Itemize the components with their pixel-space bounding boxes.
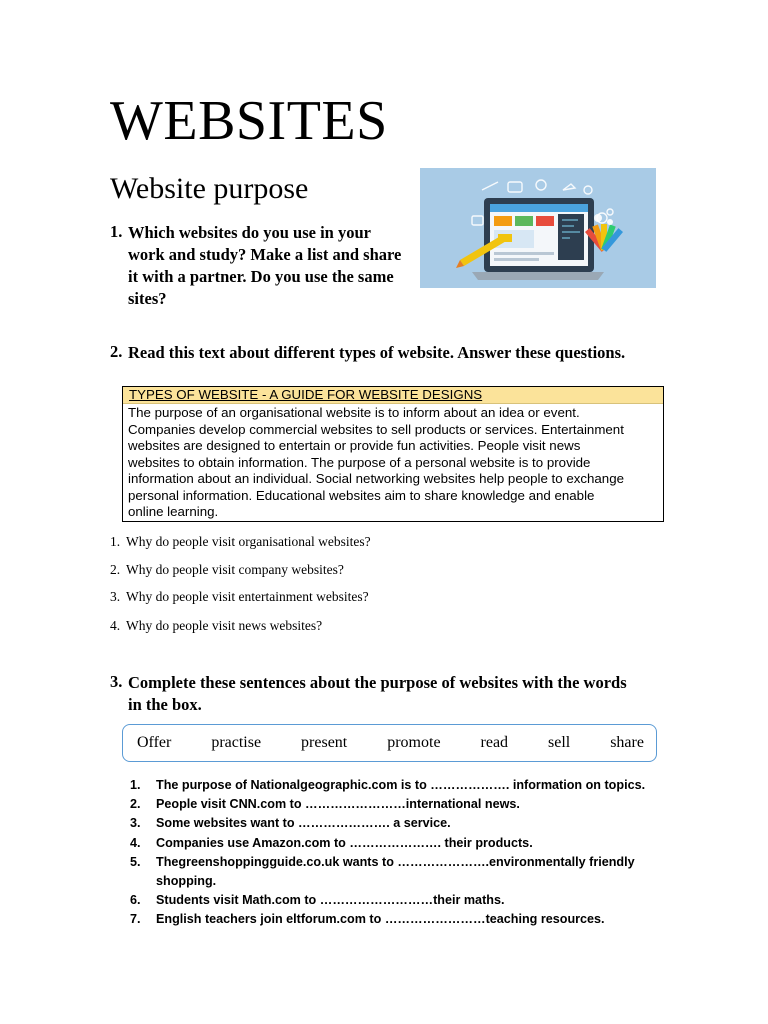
reading-body	[123, 404, 663, 521]
word-item: promote	[387, 734, 441, 751]
reading-line: information about an individual. Social networking websites help people to exchange	[128, 471, 624, 486]
question-1-line: Which websites do you use in your	[128, 223, 371, 242]
comprehension-question	[110, 588, 369, 606]
question-2-number: 2.	[110, 342, 123, 361]
question-text: Why do people visit company websites?	[126, 562, 344, 577]
laptop-icon	[420, 168, 656, 288]
sentence-item	[130, 853, 690, 891]
reading-line: personal information. Educational websites aim to share knowledge and enable	[128, 487, 595, 503]
reading-text-box	[122, 386, 664, 522]
sentence-text: English teachers join eltforum.com to ……………………teaching resources.	[156, 912, 605, 927]
sentence-number: 1.	[130, 778, 141, 792]
comprehension-question	[110, 561, 344, 579]
question-text: Why do people visit news websites?	[126, 618, 323, 633]
sentence-number: 4.	[130, 835, 141, 850]
sentence-number: 2.	[130, 797, 141, 812]
web-design-illustration	[420, 168, 656, 288]
word-item: practise	[211, 734, 262, 751]
question-number: 4.	[110, 618, 121, 633]
word-box	[122, 724, 657, 762]
word-item: present	[301, 734, 348, 751]
question-number: 2.	[110, 562, 121, 577]
reading-line: Companies develop commercial websites to sell products or services. Entertainment	[128, 421, 624, 437]
sentence-number: 6.	[130, 893, 141, 908]
question-1-line: work and study? Make a list and share	[128, 245, 402, 264]
sentence-number: 5.	[130, 854, 141, 869]
comprehension-question	[110, 617, 322, 635]
reading-line: online learning.	[128, 504, 219, 519]
sentence-text: Some websites want to …………………. a service.	[156, 816, 451, 831]
question-1-line: it with a partner. Do you use the same	[128, 267, 394, 286]
question-1-line: sites?	[128, 289, 167, 308]
section-title: Website purpose	[110, 172, 309, 205]
sentence-item	[130, 910, 690, 929]
question-3-line: in the box.	[128, 695, 202, 714]
reading-line: websites to obtain information. The purpose of a personal website is to provide	[128, 454, 591, 470]
sentence-number: 7.	[130, 912, 141, 927]
question-number: 3.	[110, 589, 121, 604]
question-text: Why do people visit entertainment websites?	[126, 589, 369, 604]
sentence-text: The purpose of Nationalgeographic.com is to ………………. information on topics.	[156, 778, 646, 792]
reading-line: The purpose of an organisational website is to inform about an idea or event.	[128, 405, 580, 420]
question-3-text	[128, 672, 688, 716]
sentence-text: Students visit Math.com to ………………………their maths.	[156, 893, 505, 908]
sentence-item	[130, 776, 690, 795]
sentence-item	[130, 795, 690, 814]
reading-heading: TYPES OF WEBSITE - A GUIDE FOR WEBSITE DESIGNS	[123, 387, 663, 404]
question-1-number: 1.	[110, 222, 123, 241]
question-3-number: 3.	[110, 672, 123, 691]
word-item: read	[480, 734, 509, 751]
sentence-text: Companies use Amazon.com to …………………. their products.	[156, 835, 533, 850]
comprehension-question	[110, 533, 371, 551]
sentence-item	[130, 891, 690, 910]
question-2-text: Read this text about different types of website. Answer these questions.	[128, 343, 626, 362]
sentence-item	[130, 834, 690, 853]
sentence-item	[130, 814, 690, 833]
page-title: WEBSITES	[110, 90, 388, 152]
question-1-text	[128, 222, 413, 310]
word-item: sell	[548, 734, 571, 751]
sentence-text: People visit CNN.com to ……………………international news.	[156, 797, 520, 812]
question-text: Why do people visit organisational websites?	[126, 534, 371, 549]
sentence-list	[130, 776, 690, 930]
word-item: Offer	[137, 734, 172, 751]
reading-line: websites are designed to entertain or provide fun activities. People visit news	[128, 438, 581, 453]
question-number: 1.	[110, 534, 121, 549]
sentence-number: 3.	[130, 816, 141, 831]
question-3-line: Complete these sentences about the purpose of websites with the words	[128, 673, 627, 692]
sentence-text: Thegreenshoppingguide.co.uk wants to ………………….environmentally friendly shopping.	[156, 854, 635, 889]
word-item: share	[610, 734, 644, 751]
